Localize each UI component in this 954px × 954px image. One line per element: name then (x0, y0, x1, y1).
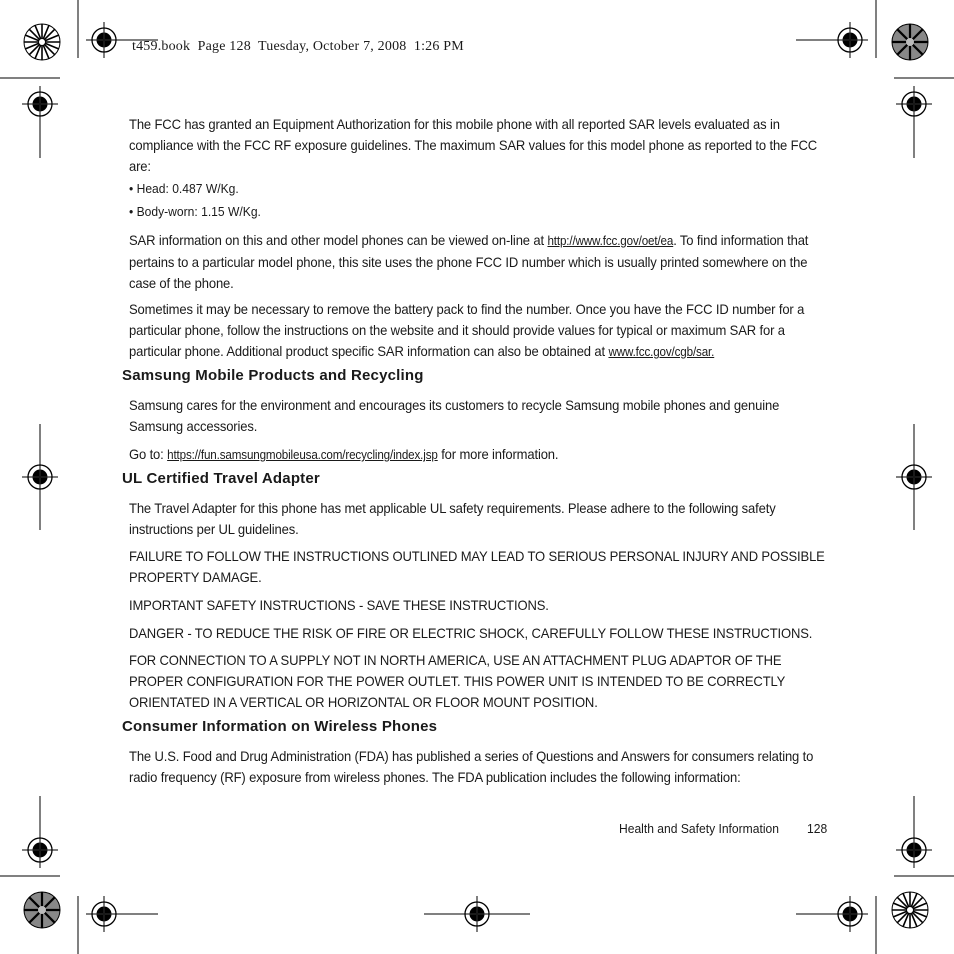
goto-text-before: Go to: (129, 446, 168, 462)
sar-text-after: . To find information that pertains to a particular model phone, this site uses the phone FCC ID number which is usually printed somewhere on the case of the phone. (129, 232, 809, 291)
footer-section-title: Health and Safety Information (619, 821, 779, 836)
paragraph-fda: The U.S. Food and Drug Administration (FDA) has published a series of Questions and Answers for consumers relating to radio frequency (RF) exposure from wireless phones. The FDA publication includes the following information: (129, 748, 814, 785)
page-header: t459.book Page 128 Tuesday, October 7, 2008 1:26 PM (132, 39, 464, 54)
paragraph-ul: The Travel Adapter for this phone has met applicable UL safety requirements. Please adhere to the following safety instructions per UL guidelines. (129, 500, 776, 537)
paragraph-failure: FAILURE TO FOLLOW THE INSTRUCTIONS OUTLINED MAY LEAD TO SERIOUS PERSONAL INJURY AND POSSIBLE PROPERTY DAMAGE. (129, 548, 825, 585)
recycling-link[interactable]: https://fun.samsungmobileusa.com/recycling/index.jsp (167, 448, 438, 462)
paragraph-sar (129, 230, 831, 294)
footer-page-number: 128 (807, 821, 828, 836)
bullet-head: • Head: 0.487 W/Kg. (129, 181, 239, 196)
paragraph-fcc: The FCC has granted an Equipment Authorization for this mobile phone with all reported SAR levels evaluated as in compliance with the FCC RF exposure guidelines. The maximum SAR values for this model phone as reported to the FCC are: (129, 116, 817, 174)
paragraph-recycling: Samsung cares for the environment and encourages its customers to recycle Samsung mobile phones and genuine Samsung accessories. (129, 397, 780, 434)
fcc-cgb-link[interactable]: www.fcc.gov/cgb/sar. (608, 345, 715, 359)
goto-text-after: for more information. (437, 446, 559, 462)
heading-consumer-info: Consumer Information on Wireless Phones (122, 718, 438, 735)
bullet-body-worn: • Body-worn: 1.15 W/Kg. (129, 204, 261, 219)
sar-text-before: SAR information on this and other model phones can be viewed on-line at (129, 232, 548, 248)
paragraph-battery (129, 299, 831, 363)
paragraph-connection: FOR CONNECTION TO A SUPPLY NOT IN NORTH AMERICA, USE AN ATTACHMENT PLUG ADAPTOR OF THE PROPER CONFIGURATION FOR THE POWER OUTLET. THIS POWER UNIT IS INTENDED TO BE CORRECTLY ORIENTATED IN A VERTICAL OR HORIZONTAL OR FLOOR MOUNT POSITION. (129, 652, 785, 710)
paragraph-goto (129, 444, 831, 466)
heading-recycling: Samsung Mobile Products and Recycling (122, 367, 424, 384)
fcc-oet-link[interactable]: http://www.fcc.gov/oet/ea (547, 234, 674, 248)
paragraph-danger: DANGER - TO REDUCE THE RISK OF FIRE OR ELECTRIC SHOCK, CAREFULLY FOLLOW THESE INSTRUCTIONS. (129, 625, 813, 641)
battery-text: Sometimes it may be necessary to remove the battery pack to find the number. Once you have the FCC ID number for a particular phone, follow the instructions on the website and it should provide values for typical or maximum SAR for a particular phone. Additional product specific SAR information can also be obtained at (129, 301, 805, 359)
paragraph-important: IMPORTANT SAFETY INSTRUCTIONS - SAVE THESE INSTRUCTIONS. (129, 597, 549, 613)
heading-ul-adapter: UL Certified Travel Adapter (122, 470, 320, 487)
